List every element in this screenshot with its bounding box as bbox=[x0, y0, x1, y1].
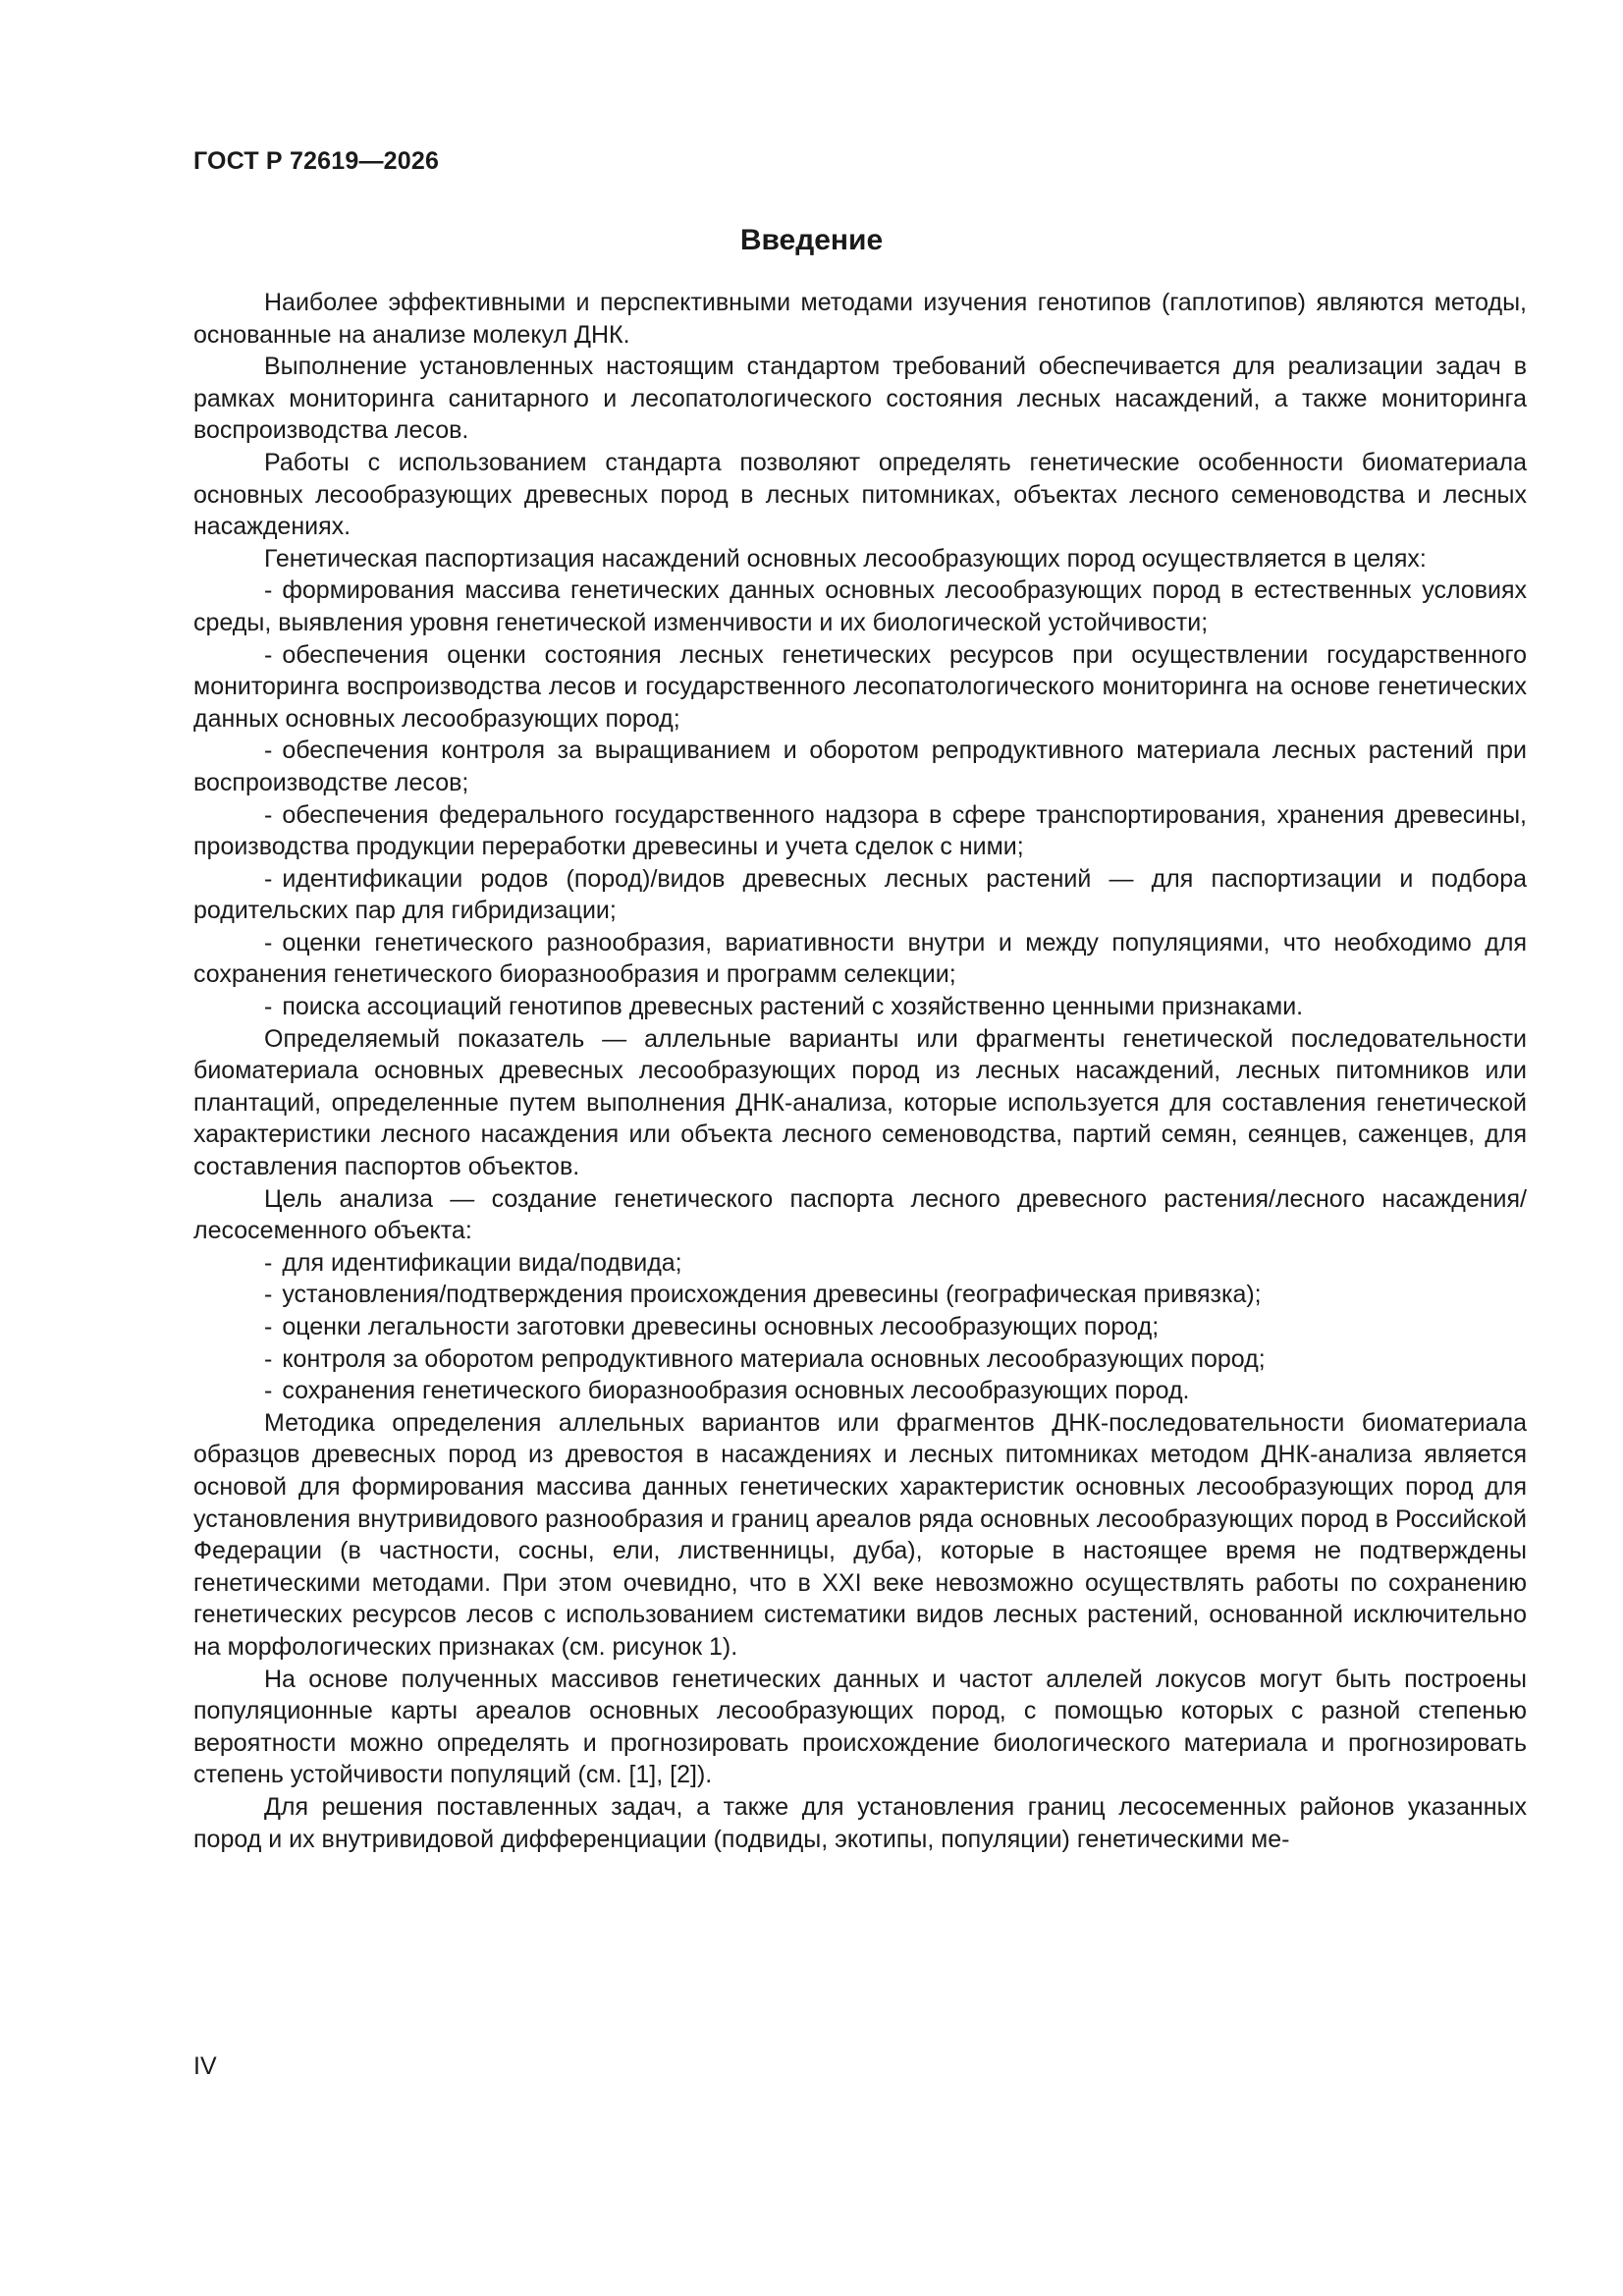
section-title: Введение bbox=[739, 224, 884, 256]
list-dash: - bbox=[264, 576, 273, 605]
paragraph: Для решения поставленных задач, а также для установления границ лесосеменных районов указанных пород и их внутривидовой дифференциации (подвиды, экотипы, популяции) генетическими ме- bbox=[193, 1792, 1527, 1853]
list-item-text: обеспечения федерального государственного надзора в сфере транспортирования, хранения древесины, производства продукции переработки древесины и учета сделок с ними; bbox=[193, 800, 1527, 861]
paragraph: На основе полученных массивов генетических данных и частот аллелей локусов могут быть построены популяционные карты ареалов основных лесообразующих пород, с помощью которых с разной степенью вероятности можно определять и прогнозировать происхождение биологического материала и прогнозировать степень устойчивости популяций (см. [1], [2]). bbox=[193, 1665, 1527, 1789]
paragraph: Методика определения аллельных вариантов или фрагментов ДНК-последовательности биоматериала образцов древесных пород из древостоя в насаждениях и лесных питомниках методом ДНК-анализа является основой для формирования массива данных генетических характеристик основных лесообразующих пород для установления внутривидового разнообразия и границ ареалов ряда основных лесообразующих пород в Российской Федерации (в частности, сосны, ели, лиственницы, дуба), которые в настоящее время не подтверждены генетическими методами. При этом очевидно, что в XXI веке невозможно осуществлять работы по сохранению генетических ресурсов лесов с использованием систематики видов лесных растений, основанной исключительно на морфологических признаках (см. рисунок 1). bbox=[193, 1408, 1527, 1661]
page-number: IV bbox=[193, 2052, 217, 2080]
list-dash: - bbox=[264, 928, 273, 957]
list-item bbox=[193, 1279, 1527, 1311]
paragraph: Работы с использованием стандарта позволяют определять генетические особенности биоматериала основных лесообразующих древесных пород в лесных питомниках, объектах лесного семеноводства и лесных насаждениях. bbox=[193, 448, 1527, 541]
body-text bbox=[193, 287, 1527, 1855]
list-item bbox=[193, 574, 1527, 638]
list-item-text: контроля за оборотом репродуктивного материала основных лесообразующих пород; bbox=[282, 1344, 1266, 1373]
list-item-text: установления/подтверждения происхождения древесины (географическая привязка); bbox=[282, 1281, 1262, 1309]
list-item bbox=[193, 863, 1527, 927]
list-item bbox=[193, 735, 1527, 798]
paragraph: Определяемый показатель — аллельные варианты или фрагменты генетической последовательности биоматериала основных древесных лесообразующих пород из лесных насаждений, лесных питомников или плантаций, определенные путем выполнения ДНК-анализа, которые используется для составления генетической характеристики лесного насаждения или объекта лесного семеноводства, партий семян, сеянцев, саженцев, для составления паспортов объектов. bbox=[193, 1024, 1527, 1181]
list-dash: - bbox=[264, 1313, 273, 1340]
list-dash: - bbox=[264, 993, 273, 1021]
paragraph: Цель анализа — создание генетического паспорта лесного древесного растения/лесного насаждения/лесосеменного объекта: bbox=[193, 1184, 1527, 1245]
list-dash: - bbox=[264, 1344, 273, 1373]
list-item bbox=[193, 927, 1527, 991]
list-dash: - bbox=[264, 800, 273, 829]
paragraph: Наиболее эффективными и перспективными методами изучения генотипов (гаплотипов) являются методы, основанные на анализе молекул ДНК. bbox=[193, 289, 1527, 349]
list-item-text: оценки легальности заготовки древесины основных лесообразующих пород; bbox=[282, 1313, 1160, 1340]
list-item-text: сохранения генетического биоразнообразия основных лесообразующих пород. bbox=[282, 1377, 1190, 1405]
list-item-text: оценки генетического разнообразия, вариативности внутри и между популяциями, что необходимо для сохранения генетического биоразнообразия и программ селекции; bbox=[193, 928, 1527, 989]
list-dash: - bbox=[264, 640, 273, 669]
list-item-text: формирования массива генетических данных основных лесообразующих пород в естественных условиях среды, выявления уровня генетической изменчивости и их биологической устойчивости; bbox=[193, 576, 1527, 636]
list-item-text: обеспечения оценки состояния лесных генетических ресурсов при осуществлении государственного мониторинга воспроизводства лесов и государственного лесопатологического мониторинга на основе генетических данных основных лесообразующих пород; bbox=[193, 640, 1527, 733]
list-item bbox=[193, 1247, 1527, 1280]
list-dash: - bbox=[264, 1377, 273, 1405]
document-number: ГОСТ Р 72619—2026 bbox=[193, 147, 440, 175]
list-dash: - bbox=[264, 864, 273, 893]
list-item-text: для идентификации вида/подвида; bbox=[282, 1248, 682, 1277]
list-dash: - bbox=[264, 737, 273, 765]
list-dash: - bbox=[264, 1281, 273, 1309]
list-item bbox=[193, 639, 1527, 736]
list-item bbox=[193, 991, 1527, 1023]
list-item bbox=[193, 799, 1527, 863]
analysis-goal-list bbox=[193, 1247, 1527, 1407]
list-item bbox=[193, 1375, 1527, 1407]
paragraph: Генетическая паспортизация насаждений основных лесообразующих пород осуществляется в целях: bbox=[264, 544, 1427, 573]
list-dash: - bbox=[264, 1248, 273, 1277]
list-item bbox=[193, 1311, 1527, 1343]
list-item-text: идентификации родов (пород)/видов древесных лесных растений — для паспортизации и подбора родительских пар для гибридизации; bbox=[193, 864, 1527, 925]
list-item-text: обеспечения контроля за выращиванием и оборотом репродуктивного материала лесных растений при воспроизводстве лесов; bbox=[193, 737, 1527, 796]
list-item-text: поиска ассоциаций генотипов древесных растений с хозяйственно ценными признаками. bbox=[282, 993, 1304, 1021]
purpose-list bbox=[193, 574, 1527, 1022]
list-item bbox=[193, 1343, 1527, 1376]
paragraph: Выполнение установленных настоящим стандартом требований обеспечивается для реализации задач в рамках мониторинга санитарного и лесопатологического состояния лесных насаждений, а также мониторинга воспроизводства лесов. bbox=[193, 353, 1527, 445]
